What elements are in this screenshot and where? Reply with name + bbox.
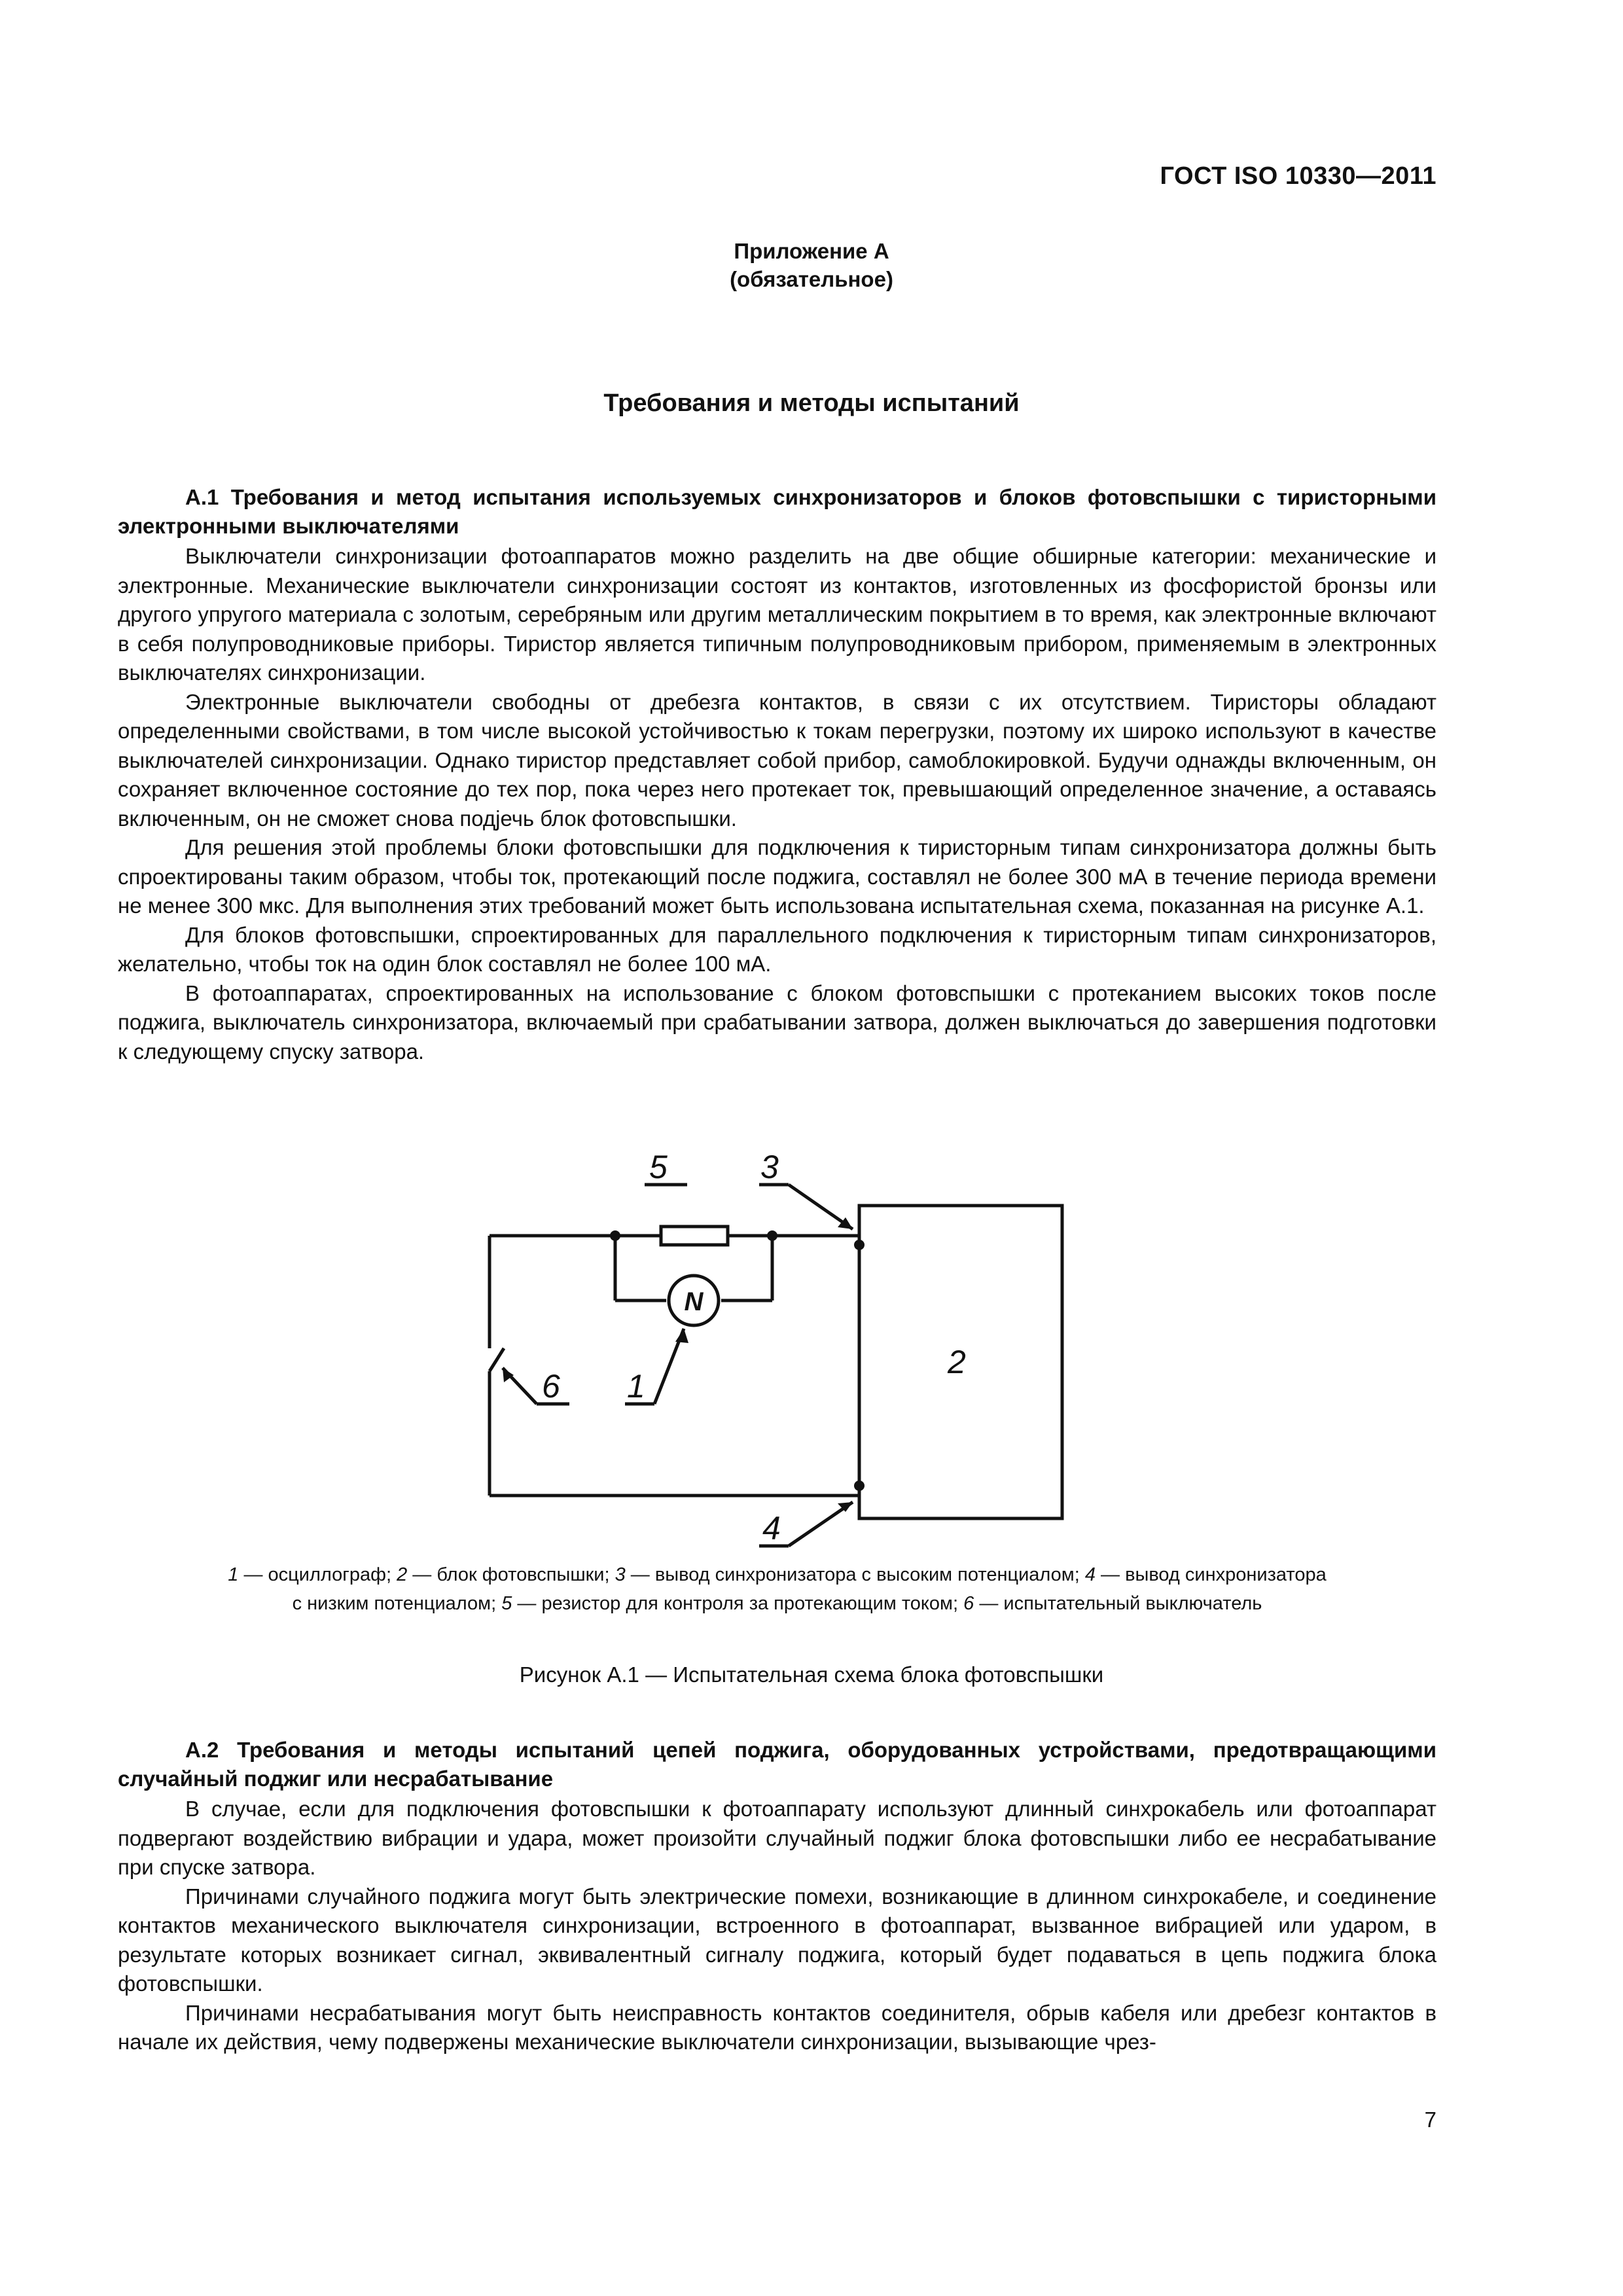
a1-paragraph-2: Электронные выключатели свободны от дребезга контактов, в связи с их отсутствием. Тиристоры обладают определенными свойствами, в том числе высокой устойчивостью к токам перегрузки, поэтому их широко используют в качестве выключателей синхронизации. Однако тиристор представляет собой прибор, самоблокировкой. Будучи однажды включенным, он сохраняет включенное состояние до тех пор, пока через него протекает ток, превышающий определенное значение, а оставаясь включенным, он не сможет снова подjечь блок фотовспышки. [118, 689, 1436, 831]
section-a2-heading: А.2 Требования и методы испытаний цепей поджига, оборудованных устройствами, предотвращающими случайный поджиг или несрабатывание [118, 1738, 1436, 1791]
a1-paragraph-4: Для блоков фотовспышки, спроектированных для параллельного подключения к тиристорным типам синхронизаторов, желательно, чтобы ток на один блок составлял не более 100 мА. [118, 922, 1436, 976]
test-circuit-diagram [0, 1113, 1623, 1590]
legend-text: — вывод синхронизатора с высоким потенциалом; [625, 1564, 1085, 1585]
junction-dot-right [767, 1230, 777, 1241]
figure-legend-line-1 [118, 1560, 1436, 1589]
legend-text: с низким потенциалом; [292, 1593, 502, 1614]
oscilloscope-letter: N [684, 1287, 704, 1316]
a1-paragraph-1: Выключатели синхронизации фотоаппаратов можно разделить на две общие обширные категории: механические и электронные. Механические выключатели синхронизации состоят из контактов, изготовленных из фосфористой бронзы или другого упругого материала с золотым, серебряным или другим металлическим покрытием в то время, как электронные включают в себя полупроводниковые приборы. Тиристор является типичным полупроводниковым прибором, применяемым в электронных выключателях синхронизации. [118, 544, 1436, 685]
label-6: 6 [542, 1368, 560, 1405]
figure-caption: Рисунок А.1 — Испытательная схема блока фотовспышки [519, 1662, 1104, 1687]
a2-paragraph-1: В случае, если для подключения фотовспышки к фотоаппарату используют длинный синхрокабель или фотоаппарат подвергают воздействию вибрации и удара, может произойти случайный поджиг блока фотовспышки либо ее несрабатывание при спуске затвора. [118, 1797, 1436, 1879]
section-a1-heading: А.1 Требования и метод испытания используемых синхронизаторов и блоков фотовспышки с тиристорными электронными выключателями [118, 485, 1436, 538]
legend-num: 5 [501, 1593, 512, 1614]
section-a1-body [118, 542, 1436, 1066]
legend-text: — вывод синхронизатора [1095, 1564, 1327, 1585]
a1-paragraph-3: Для решения этой проблемы блоки фотовспышки для подключения к тиристорным типам синхронизатора должны быть спроектированы таким образом, чтобы ток, протекающий после поджига, составлял не более 300 мА в течение периода времени не менее 300 мкс. Для выполнения этих требований может быть использована испытательная схема, показанная на рисунке А.1. [118, 835, 1436, 918]
resistor-symbol [661, 1227, 728, 1245]
label-1: 1 [627, 1368, 645, 1405]
legend-num: 3 [615, 1564, 626, 1585]
legend-num: 1 [228, 1564, 239, 1585]
legend-text: — резистор для контроля за протекающим током; [512, 1593, 964, 1614]
label-5: 5 [649, 1149, 668, 1185]
a2-paragraph-3: Причинами несрабатывания могут быть неисправность контактов соединителя, обрыв кабеля или дребезг контактов в начале их действия, чему подвержены механические выключатели синхронизации, вызывающие чрез- [118, 2000, 1436, 2054]
terminal-high-dot [854, 1240, 865, 1250]
annex-title: Приложение А [734, 239, 889, 263]
label-3: 3 [760, 1149, 779, 1185]
label-4: 4 [762, 1510, 781, 1547]
legend-text: — испытательный выключатель [974, 1593, 1262, 1614]
legend-num: 4 [1084, 1564, 1096, 1585]
legend-text: — осциллограф; [238, 1564, 397, 1585]
section-a2-body [118, 1795, 1436, 2057]
label-2: 2 [948, 1344, 966, 1380]
terminal-low-dot [854, 1480, 865, 1491]
a1-paragraph-5: В фотоаппаратах, спроектированных на использование с блоком фотовспышки с протеканием высоких токов после поджига, выключатель синхронизатора, включаемый при срабатывании затвора, должен выключаться до завершения подготовки к следующему спуску затвора. [118, 980, 1436, 1064]
legend-num: 6 [963, 1593, 974, 1614]
annex-status: (обязательное) [730, 267, 893, 291]
switch-blade [490, 1348, 504, 1371]
main-title: Требования и методы испытаний [603, 389, 1020, 417]
junction-dot-left [610, 1230, 620, 1241]
legend-num: 2 [397, 1564, 408, 1585]
page-number: 7 [1424, 2108, 1436, 2132]
legend-text: — блок фотовспышки; [407, 1564, 615, 1585]
a2-paragraph-2: Причинами случайного поджига могут быть электрические помехи, возникающие в длинном синхрокабеле, и соединение контактов механического выключателя синхронизации, встроенного в фотоаппарат, вызванное вибрацией или ударом, в результате которых возникает сигнал, эквивалентный сигналу поджига, который будет подаваться в цепь поджига блока фотовспышки. [118, 1884, 1436, 1996]
figure-legend-line-2 [118, 1589, 1436, 1618]
standard-designation: ГОСТ ISO 10330—2011 [1160, 162, 1436, 190]
